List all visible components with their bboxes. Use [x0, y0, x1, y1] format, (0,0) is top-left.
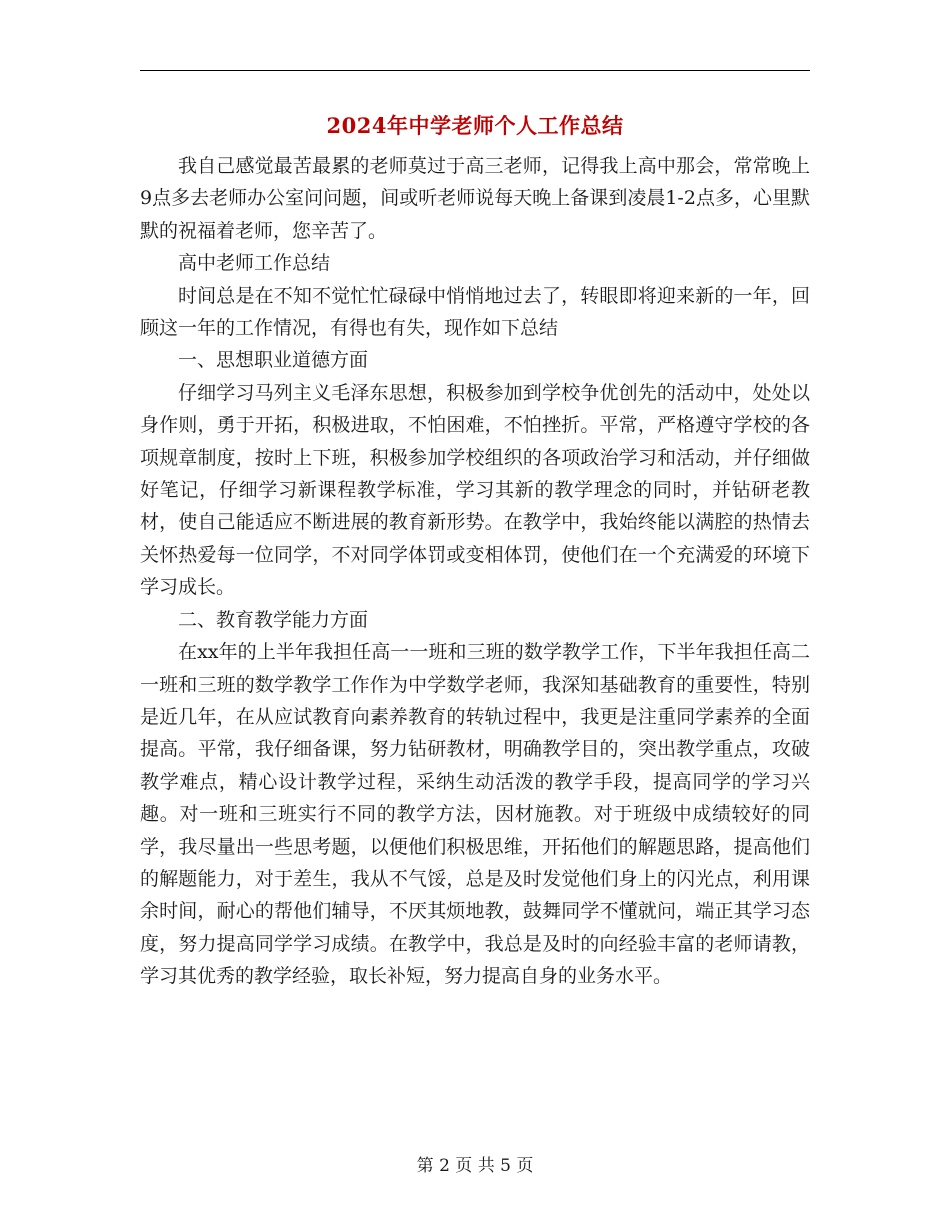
header-rule	[140, 70, 810, 71]
document-body	[140, 150, 810, 993]
paragraph-teaching: 在xx年的上半年我担任高一一班和三班的数学教学工作，下半年我担任高二一班和三班的数学教学工作作为中学数学老师，我深知基础教育的重要性，特别是近几年，在从应试教育向素养教育的转轨过程中，我更是注重同学素养的全面提高。平常，我仔细备课，努力钻研教材，明确教学目的，突出教学重点，攻破教学难点，精心设计教学过程，采纳生动活泼的教学手段，提高同学的学习兴趣。对一班和三班实行不同的教学方法，因材施教。对于班级中成绩较好的同学，我尽量出一些思考题，以便他们积极思维，开拓他们的解题思路，提高他们的解题能力，对于差生，我从不气馁，总是及时发觉他们身上的闪光点，利用课余时间，耐心的帮他们辅导，不厌其烦地教，鼓舞同学不懂就问，端正其学习态度，努力提高同学学习成绩。在教学中，我总是及时的向经验丰富的老师请教，学习其优秀的教学经验，取长补短，努力提高自身的业务水平。	[140, 641, 810, 988]
paragraph-overview: 时间总是在不知不觉忙忙碌碌中悄悄地过去了，转眼即将迎来新的一年，回顾这一年的工作情况，有得也有失，现作如下总结	[140, 284, 810, 340]
paragraph-ethics: 仔细学习马列主义毛泽东思想，积极参加到学校争优创先的活动中，处处以身作则，勇于开拓，积极进取，不怕困难，不怕挫折。平常，严格遵守学校的各项规章制度，按时上下班，积极参加学校组织的各项政治学习和活动，并仔细做好笔记，仔细学习新课程教学标准，学习其新的教学理念的同时，并钻研老教材，使自己能适应不断进展的教育新形势。在教学中，我始终能以满腔的热情去关怀热爱每一位同学，不对同学体罚或变相体罚，使他们在一个充满爱的环境下学习成长。	[140, 381, 810, 599]
paragraph-subtitle: 高中老师工作总结	[178, 252, 331, 275]
page-number-footer: 第 2 页 共 5 页	[416, 1156, 534, 1176]
document-title: 2024年中学老师个人工作总结	[326, 113, 624, 138]
paragraph-intro: 我自己感觉最苦最累的老师莫过于高三老师，记得我上高中那会，常常晚上9点多去老师办公室问问题，间或听老师说每天晚上备课到凌晨1-2点多，心里默默的祝福着老师，您辛苦了。	[140, 155, 810, 242]
section-heading-ethics: 一、思想职业道德方面	[178, 349, 369, 372]
section-heading-teaching: 二、教育教学能力方面	[178, 608, 369, 631]
